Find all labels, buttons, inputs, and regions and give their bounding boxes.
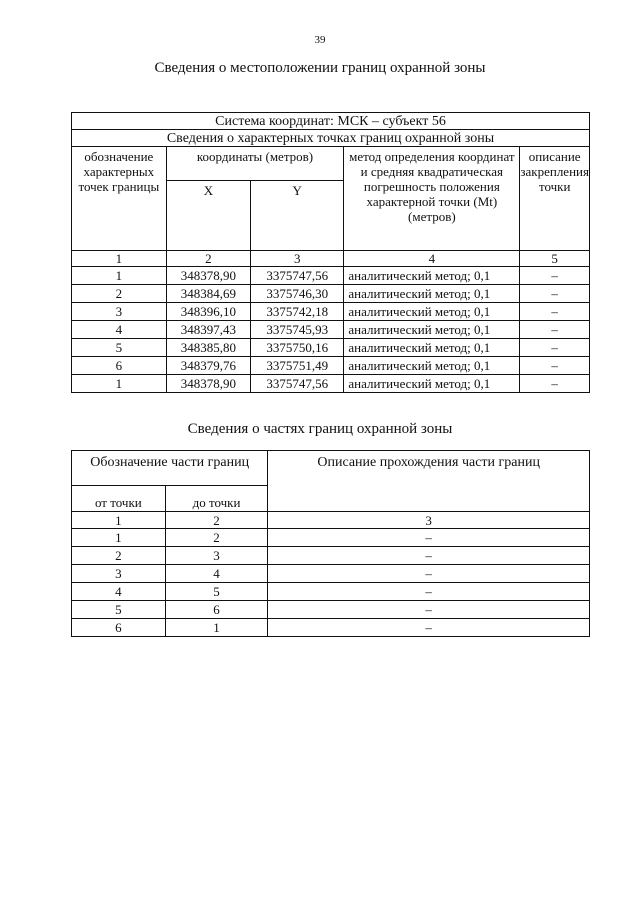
y-cell: 3375747,56 [251,375,344,393]
column-number: 4 [344,251,520,267]
point-cell: 4 [72,321,167,339]
from-cell: 2 [72,547,166,565]
y-cell: 3375747,56 [251,267,344,285]
part-description-cell: – [268,547,590,565]
header-y: Y [251,181,344,251]
point-cell: 1 [72,375,167,393]
part-description-cell: – [268,601,590,619]
from-cell: 3 [72,565,166,583]
column-number: 1 [72,251,167,267]
table-row [72,321,590,339]
description-cell: – [520,357,590,375]
header-to-point: до точки [165,486,268,512]
table-row [72,547,590,565]
description-cell: – [520,285,590,303]
table-row [72,601,590,619]
method-cell: аналитический метод; 0,1 [344,321,520,339]
part-description-cell: – [268,619,590,637]
section-title-parts: Сведения о частях границ охранной зоны [187,421,453,437]
description-cell: – [520,267,590,285]
from-cell: 6 [72,619,166,637]
part-description-cell: – [268,529,590,547]
description-cell: – [520,375,590,393]
table-row [72,357,590,375]
x-cell: 348385,80 [166,339,250,357]
method-cell: аналитический метод; 0,1 [344,303,520,321]
column-number: 5 [520,251,590,267]
from-cell: 1 [72,529,166,547]
column-number: 2 [165,512,268,529]
header-x: X [166,181,250,251]
header-method: метод определения координат и средняя квадратическая погрешность положения характерной точки (Mt) (метров) [344,147,520,251]
method-cell: аналитический метод; 0,1 [344,375,520,393]
method-cell: аналитический метод; 0,1 [344,285,520,303]
point-cell: 1 [72,267,167,285]
description-cell: – [520,321,590,339]
table-row [72,285,590,303]
table-row [72,583,590,601]
column-number: 2 [166,251,250,267]
header-part-designation: Обозначение части границ [72,451,268,486]
header-from-point: от точки [72,486,166,512]
x-cell: 348379,76 [166,357,250,375]
x-cell: 348384,69 [166,285,250,303]
x-cell: 348378,90 [166,375,250,393]
point-cell: 2 [72,285,167,303]
description-cell: – [520,303,590,321]
table-row [72,619,590,637]
method-cell: аналитический метод; 0,1 [344,267,520,285]
table-row [72,303,590,321]
y-cell: 3375751,49 [251,357,344,375]
method-cell: аналитический метод; 0,1 [344,339,520,357]
from-cell: 5 [72,601,166,619]
to-cell: 1 [165,619,268,637]
to-cell: 4 [165,565,268,583]
section-title-boundaries: Сведения о местоположении границ охранной зоны [154,60,486,76]
point-cell: 5 [72,339,167,357]
column-number: 1 [72,512,166,529]
x-cell: 348396,10 [166,303,250,321]
table-row [72,339,590,357]
y-cell: 3375746,30 [251,285,344,303]
table-row [72,565,590,583]
method-cell: аналитический метод; 0,1 [344,357,520,375]
header-point-designation: обозначение характерных точек границы [72,147,167,251]
point-cell: 6 [72,357,167,375]
from-cell: 4 [72,583,166,601]
x-cell: 348378,90 [166,267,250,285]
column-number: 3 [251,251,344,267]
boundary-points-table [71,112,590,393]
page-number: 39 [314,34,326,46]
to-cell: 6 [165,601,268,619]
point-cell: 3 [72,303,167,321]
y-cell: 3375745,93 [251,321,344,339]
to-cell: 5 [165,583,268,601]
to-cell: 3 [165,547,268,565]
table-row [72,529,590,547]
y-cell: 3375750,16 [251,339,344,357]
x-cell: 348397,43 [166,321,250,339]
part-description-cell: – [268,565,590,583]
boundary-parts-table [71,450,590,637]
table-row [72,267,590,285]
header-description: описание закрепления точки [520,147,590,251]
column-number: 3 [268,512,590,529]
part-description-cell: – [268,583,590,601]
y-cell: 3375742,18 [251,303,344,321]
description-cell: – [520,339,590,357]
table-row [72,375,590,393]
header-coordinates: координаты (метров) [166,147,344,181]
header-part-description: Описание прохождения части границ [268,451,590,512]
to-cell: 2 [165,529,268,547]
points-subtitle-header: Сведения о характерных точках границ охранной зоны [72,130,590,147]
coordinate-system-header: Система координат: МСК – субъект 56 [72,113,590,130]
